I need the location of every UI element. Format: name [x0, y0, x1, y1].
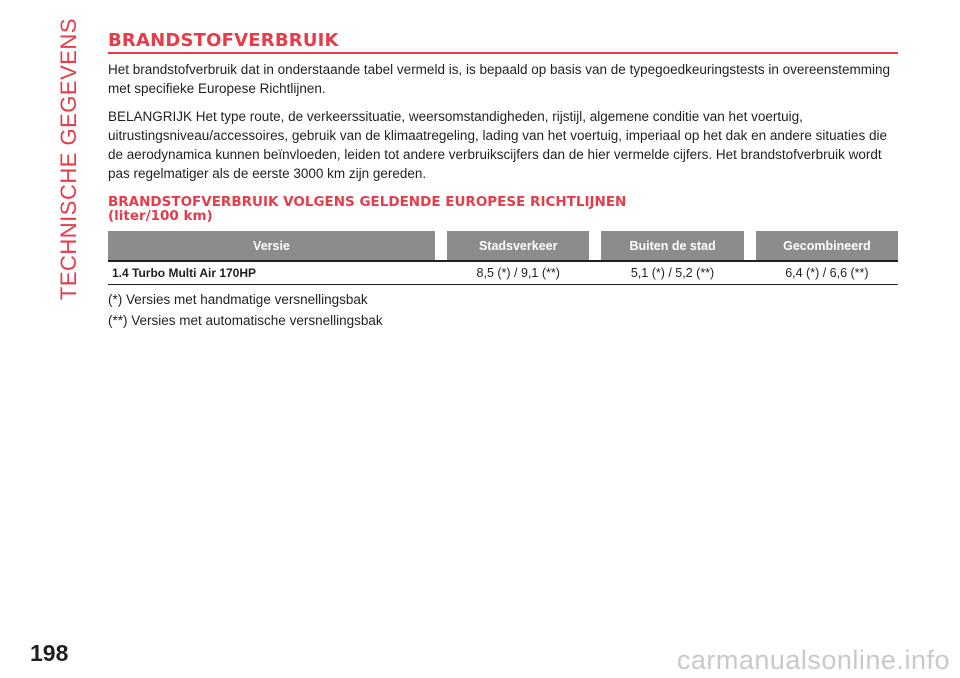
side-section-title-text: TECHNISCHE GEGEVENS [56, 17, 81, 300]
subsection-heading [108, 195, 898, 223]
table-header-row [108, 231, 898, 260]
footnote-automatic: (**) Versies met automatische versnellingsbak [108, 313, 383, 328]
main-content [108, 30, 898, 330]
cell-combined: 6,4 (*) / 6,6 (**) [756, 260, 898, 285]
side-section-title [52, 17, 86, 300]
table-row [108, 260, 898, 285]
column-header-extra-urban: Buiten de stad [601, 231, 743, 260]
intro-paragraph: Het brandstofverbruik dat in onderstaande tabel vermeld is, is bepaald op basis van de typegoedkeuringstests in overeenstemming met specifieke Europese Richtlijnen. [108, 62, 890, 96]
column-header-combined: Gecombineerd [756, 231, 898, 260]
cell-city: 8,5 (*) / 9,1 (**) [447, 260, 589, 285]
important-paragraph: BELANGRIJK Het type route, de verkeerssituatie, weersomstandigheden, rijstijl, algemene conditie van het voertuig, uitrustingsniveau/accessoires, gebruik van de klimaatregeling, lading van het voertuig, imperiaal op het dak en andere situaties die de aerodynamica kunnen beïnvloeden, leiden tot andere verbruikscijfers dan de hier vermelde cijfers. Het brandstofverbruik wordt pas regelmatiger als de eerste 3000 km zijn gereden. [108, 109, 887, 181]
cell-version: 1.4 Turbo Multi Air 170HP [108, 260, 435, 285]
column-header-city: Stadsverkeer [447, 231, 589, 260]
section-heading: BRANDSTOFVERBRUIK [108, 30, 898, 54]
subsection-heading-line1: BRANDSTOFVERBRUIK VOLGENS GELDENDE EUROPESE RICHTLIJNEN [108, 194, 627, 210]
subsection-heading-line2: (liter/100 km) [108, 208, 213, 224]
column-header-version: Versie [108, 231, 435, 260]
watermark: carmanualsonline.info [676, 645, 950, 675]
cell-extra-urban: 5,1 (*) / 5,2 (**) [601, 260, 743, 285]
footnote-manual: (*) Versies met handmatige versnellingsbak [108, 292, 368, 307]
page-number: 198 [30, 640, 69, 666]
fuel-consumption-table [108, 231, 898, 285]
